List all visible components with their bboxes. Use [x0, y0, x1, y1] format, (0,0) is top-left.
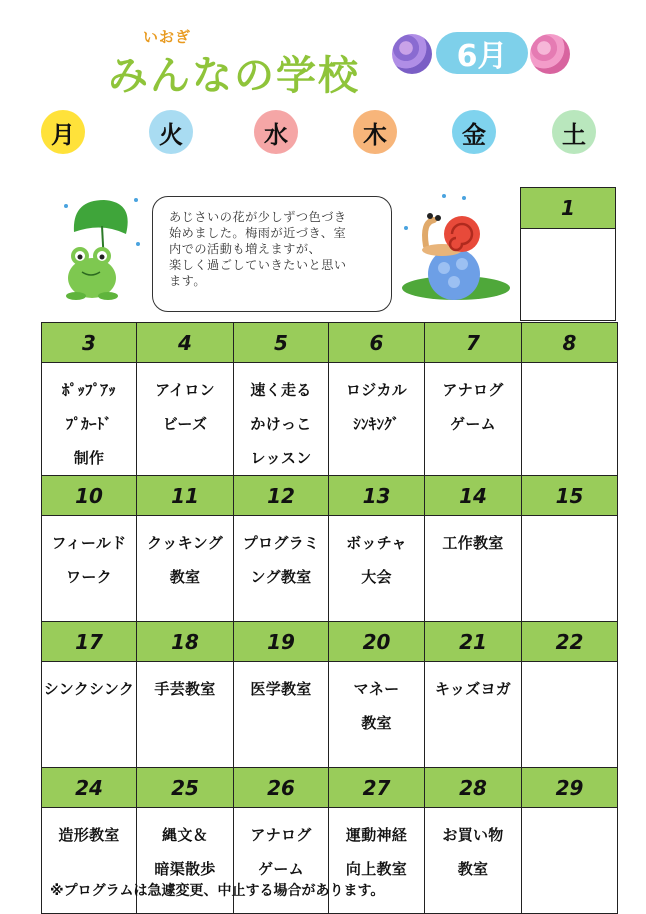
- event-cell: [522, 808, 618, 914]
- date-label: 3: [42, 323, 137, 363]
- message-bubble: [152, 196, 392, 312]
- event-label: 工作教室: [442, 534, 504, 552]
- weekday-wed: 水: [254, 110, 298, 154]
- date-label: 14: [425, 476, 522, 516]
- event-label: シンクシンク: [43, 680, 135, 698]
- page-title: みんなの学校: [108, 53, 360, 99]
- event-cell: [522, 662, 618, 768]
- event-cell: [329, 363, 425, 476]
- event-cell: [42, 662, 137, 768]
- event-label: マネー 教室: [353, 680, 400, 732]
- event-label: アイロン ビーズ: [155, 381, 215, 433]
- date-label: 22: [522, 622, 618, 662]
- date-label: 25: [137, 768, 234, 808]
- event-label: 縄文＆ 暗渠散歩: [154, 826, 216, 878]
- date-label: 8: [522, 323, 618, 363]
- weekday-thu: 木: [353, 110, 397, 154]
- weekday-fri: 金: [452, 110, 496, 154]
- date-label: 5: [234, 323, 329, 363]
- event-cell: [329, 516, 425, 622]
- date-label: 1: [521, 188, 615, 229]
- date-label: 18: [137, 622, 234, 662]
- event-cell: [137, 662, 234, 768]
- month-badge: [392, 30, 570, 80]
- date-label: 29: [522, 768, 618, 808]
- event-label: 医学教室: [250, 680, 312, 698]
- month-label: 6月: [456, 39, 508, 74]
- event-label: クッキング 教室: [146, 534, 224, 586]
- date-label: 27: [329, 768, 425, 808]
- date-label: 7: [425, 323, 522, 363]
- event-label: 運動神経 向上教室: [345, 826, 408, 878]
- date-label: 12: [234, 476, 329, 516]
- event-cell: [42, 516, 137, 622]
- event-label: プログラミ ング教室: [242, 534, 320, 586]
- hydrangea-pink-icon: [530, 34, 570, 74]
- week-date-row: [42, 622, 618, 662]
- event-cell: [234, 363, 329, 476]
- event-cell: [234, 516, 329, 622]
- date-label: 21: [425, 622, 522, 662]
- event-cell: [425, 363, 522, 476]
- event-label: フィールド ワーク: [51, 534, 127, 586]
- event-cell: [425, 516, 522, 622]
- message-text: あじさいの花が少しずつ色づき 始めました。梅雨が近づき、室 内での活動も増えますが、 楽しく過ごしていきたいと思い ます。: [169, 210, 347, 288]
- date-label: 15: [522, 476, 618, 516]
- event-cell: [329, 662, 425, 768]
- page-title-group: [108, 26, 368, 99]
- event-label: 速く走る かけっこ レッスン: [250, 381, 312, 467]
- week-date-row: [42, 323, 618, 363]
- event-cell: [137, 516, 234, 622]
- title-ruby: いおぎ: [143, 28, 192, 46]
- weekday-mon: 月: [41, 110, 85, 154]
- event-cell: [522, 516, 618, 622]
- date-label: 13: [329, 476, 425, 516]
- event-label: キッズヨガ: [434, 680, 512, 698]
- week-event-row: [42, 516, 618, 622]
- week-event-row: [42, 363, 618, 476]
- calendar-table: [41, 322, 618, 914]
- month-pill: [436, 32, 528, 74]
- date-label: 24: [42, 768, 137, 808]
- event-label: ﾎﾟｯﾌﾟｱｯ ﾌﾟｶｰﾄﾞ 制作: [61, 381, 116, 467]
- date-label: 4: [137, 323, 234, 363]
- date-label: 10: [42, 476, 137, 516]
- event-cell: [425, 808, 522, 914]
- event-label: アナログ ゲーム: [250, 826, 312, 878]
- date-label: 26: [234, 768, 329, 808]
- date-label: 6: [329, 323, 425, 363]
- event-label: [522, 808, 617, 818]
- date-label: 28: [425, 768, 522, 808]
- date-label: 17: [42, 622, 137, 662]
- day-cell-1: [520, 187, 616, 321]
- frog-with-leaf-icon: [62, 192, 142, 302]
- event-cell: [42, 363, 137, 476]
- date-label: 20: [329, 622, 425, 662]
- hydrangea-purple-icon: [392, 34, 432, 74]
- event-label: ボッチャ 大会: [346, 534, 407, 586]
- week-date-row: [42, 768, 618, 808]
- event-label: アナログ ゲーム: [442, 381, 504, 433]
- week-event-row: [42, 662, 618, 768]
- footer-note: ※プログラムは急遽変更、中止する場合があります。: [50, 883, 385, 899]
- event-cell: [137, 363, 234, 476]
- event-label: [522, 363, 617, 373]
- event-cell: [234, 662, 329, 768]
- event-label: 手芸教室: [154, 680, 216, 698]
- event-label: [522, 516, 617, 526]
- event-label: ロジカル ｼﾝｷﾝｸﾞ: [345, 381, 408, 433]
- event-label: [522, 662, 617, 672]
- weekday-sat: 土: [552, 110, 596, 154]
- date-label: 11: [137, 476, 234, 516]
- event-label: お買い物 教室: [442, 826, 504, 878]
- event-cell: [522, 363, 618, 476]
- event-cell: [425, 662, 522, 768]
- date-label: 19: [234, 622, 329, 662]
- weekday-tue: 火: [149, 110, 193, 154]
- event-label: 造形教室: [58, 826, 120, 844]
- week-date-row: [42, 476, 618, 516]
- snail-on-hydrangea-icon: [400, 192, 512, 302]
